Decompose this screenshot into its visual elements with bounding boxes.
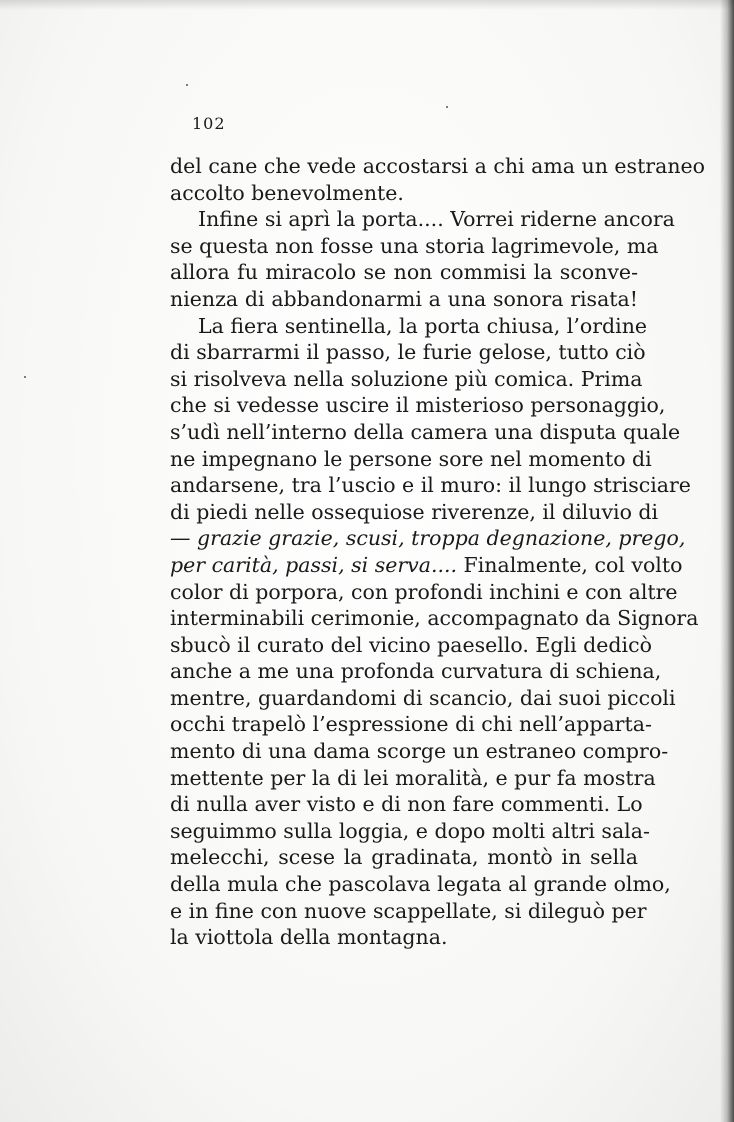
italic-phrase: per carità, passi, si serva.... [170,552,458,577]
text-line: La fiera sentinella, la porta chiusa, l’ordine [198,313,648,338]
body-text [170,153,706,951]
scan-speck [186,84,188,86]
text-line: ne impegnano le persone sore nel momento di [170,446,652,471]
text-line: occhi trapelò l’espressione di chi nell’apparta- [170,712,652,737]
text-line: la viottola della montagna. [170,925,448,950]
text-line: sbucò il curato del vicino paesello. Egli dedicò [170,632,652,657]
text-line: interminabili cerimonie, accompagnato da Signora [170,606,699,631]
text-line: melecchi, scese la gradinata, montò in sella [170,845,638,870]
text-line: allora fu miracolo se non commisi la sconve- [170,260,638,285]
text-line: che si vedesse uscire il misterioso personaggio, [170,393,666,418]
text-line: mentre, guardandomi di scancio, dai suoi piccoli [170,685,676,710]
page-number: 102 [192,114,226,133]
text-line: seguimmo sulla loggia, e dopo molti altri sala- [170,818,650,843]
mixed-text-line [170,552,683,579]
text-line: nienza di abbandonarmi a una sonora risata! [170,286,638,311]
text-line: del cane che vede accostarsi a chi ama un estraneo [170,154,706,178]
scan-top-shadow [0,0,734,10]
text-line: andarsene, tra l’uscio e il muro: il lungo strisciare [170,473,691,498]
text-line: e in fine con nuove scappellate, si dileguò per [170,898,647,923]
text-line: di nulla aver visto e di non fare commenti. Lo [170,792,643,817]
text-line: mettente per la di lei moralità, e pur fa mostra [170,765,656,790]
text-line: di piedi nelle ossequiose riverenze, il diluvio di [170,499,659,524]
text-line: di sbarrarmi il passo, le furie gelose, tutto ciò [170,340,646,365]
text-line: della mula che pascolava legata al grande olmo, [170,872,671,897]
text-line: anche a me una profonda curvatura di schiena, [170,659,662,684]
scan-right-edge-shadow [720,0,734,1122]
text-line: color di porpora, con profondi inchini e con altre [170,579,678,604]
text-line: si risolveva nella soluzione più comica. Prima [170,366,643,391]
text-line: se questa non fosse una storia lagrimevole, ma [170,233,659,258]
text-line: Infine si aprì la porta.... Vorrei riderne ancora [198,207,675,232]
text-line: accolto benevolmente. [170,180,404,205]
text-line: mento di una dama scorge un estraneo compro- [170,739,669,764]
text-line: s’udì nell’interno della camera una disputa quale [170,419,681,444]
roman-phrase: Finalmente, col volto [457,552,683,577]
italic-text-line: — grazie grazie, scusi, troppa degnazione, prego, [170,526,686,551]
scan-speck [446,106,448,108]
scan-speck [24,376,26,378]
